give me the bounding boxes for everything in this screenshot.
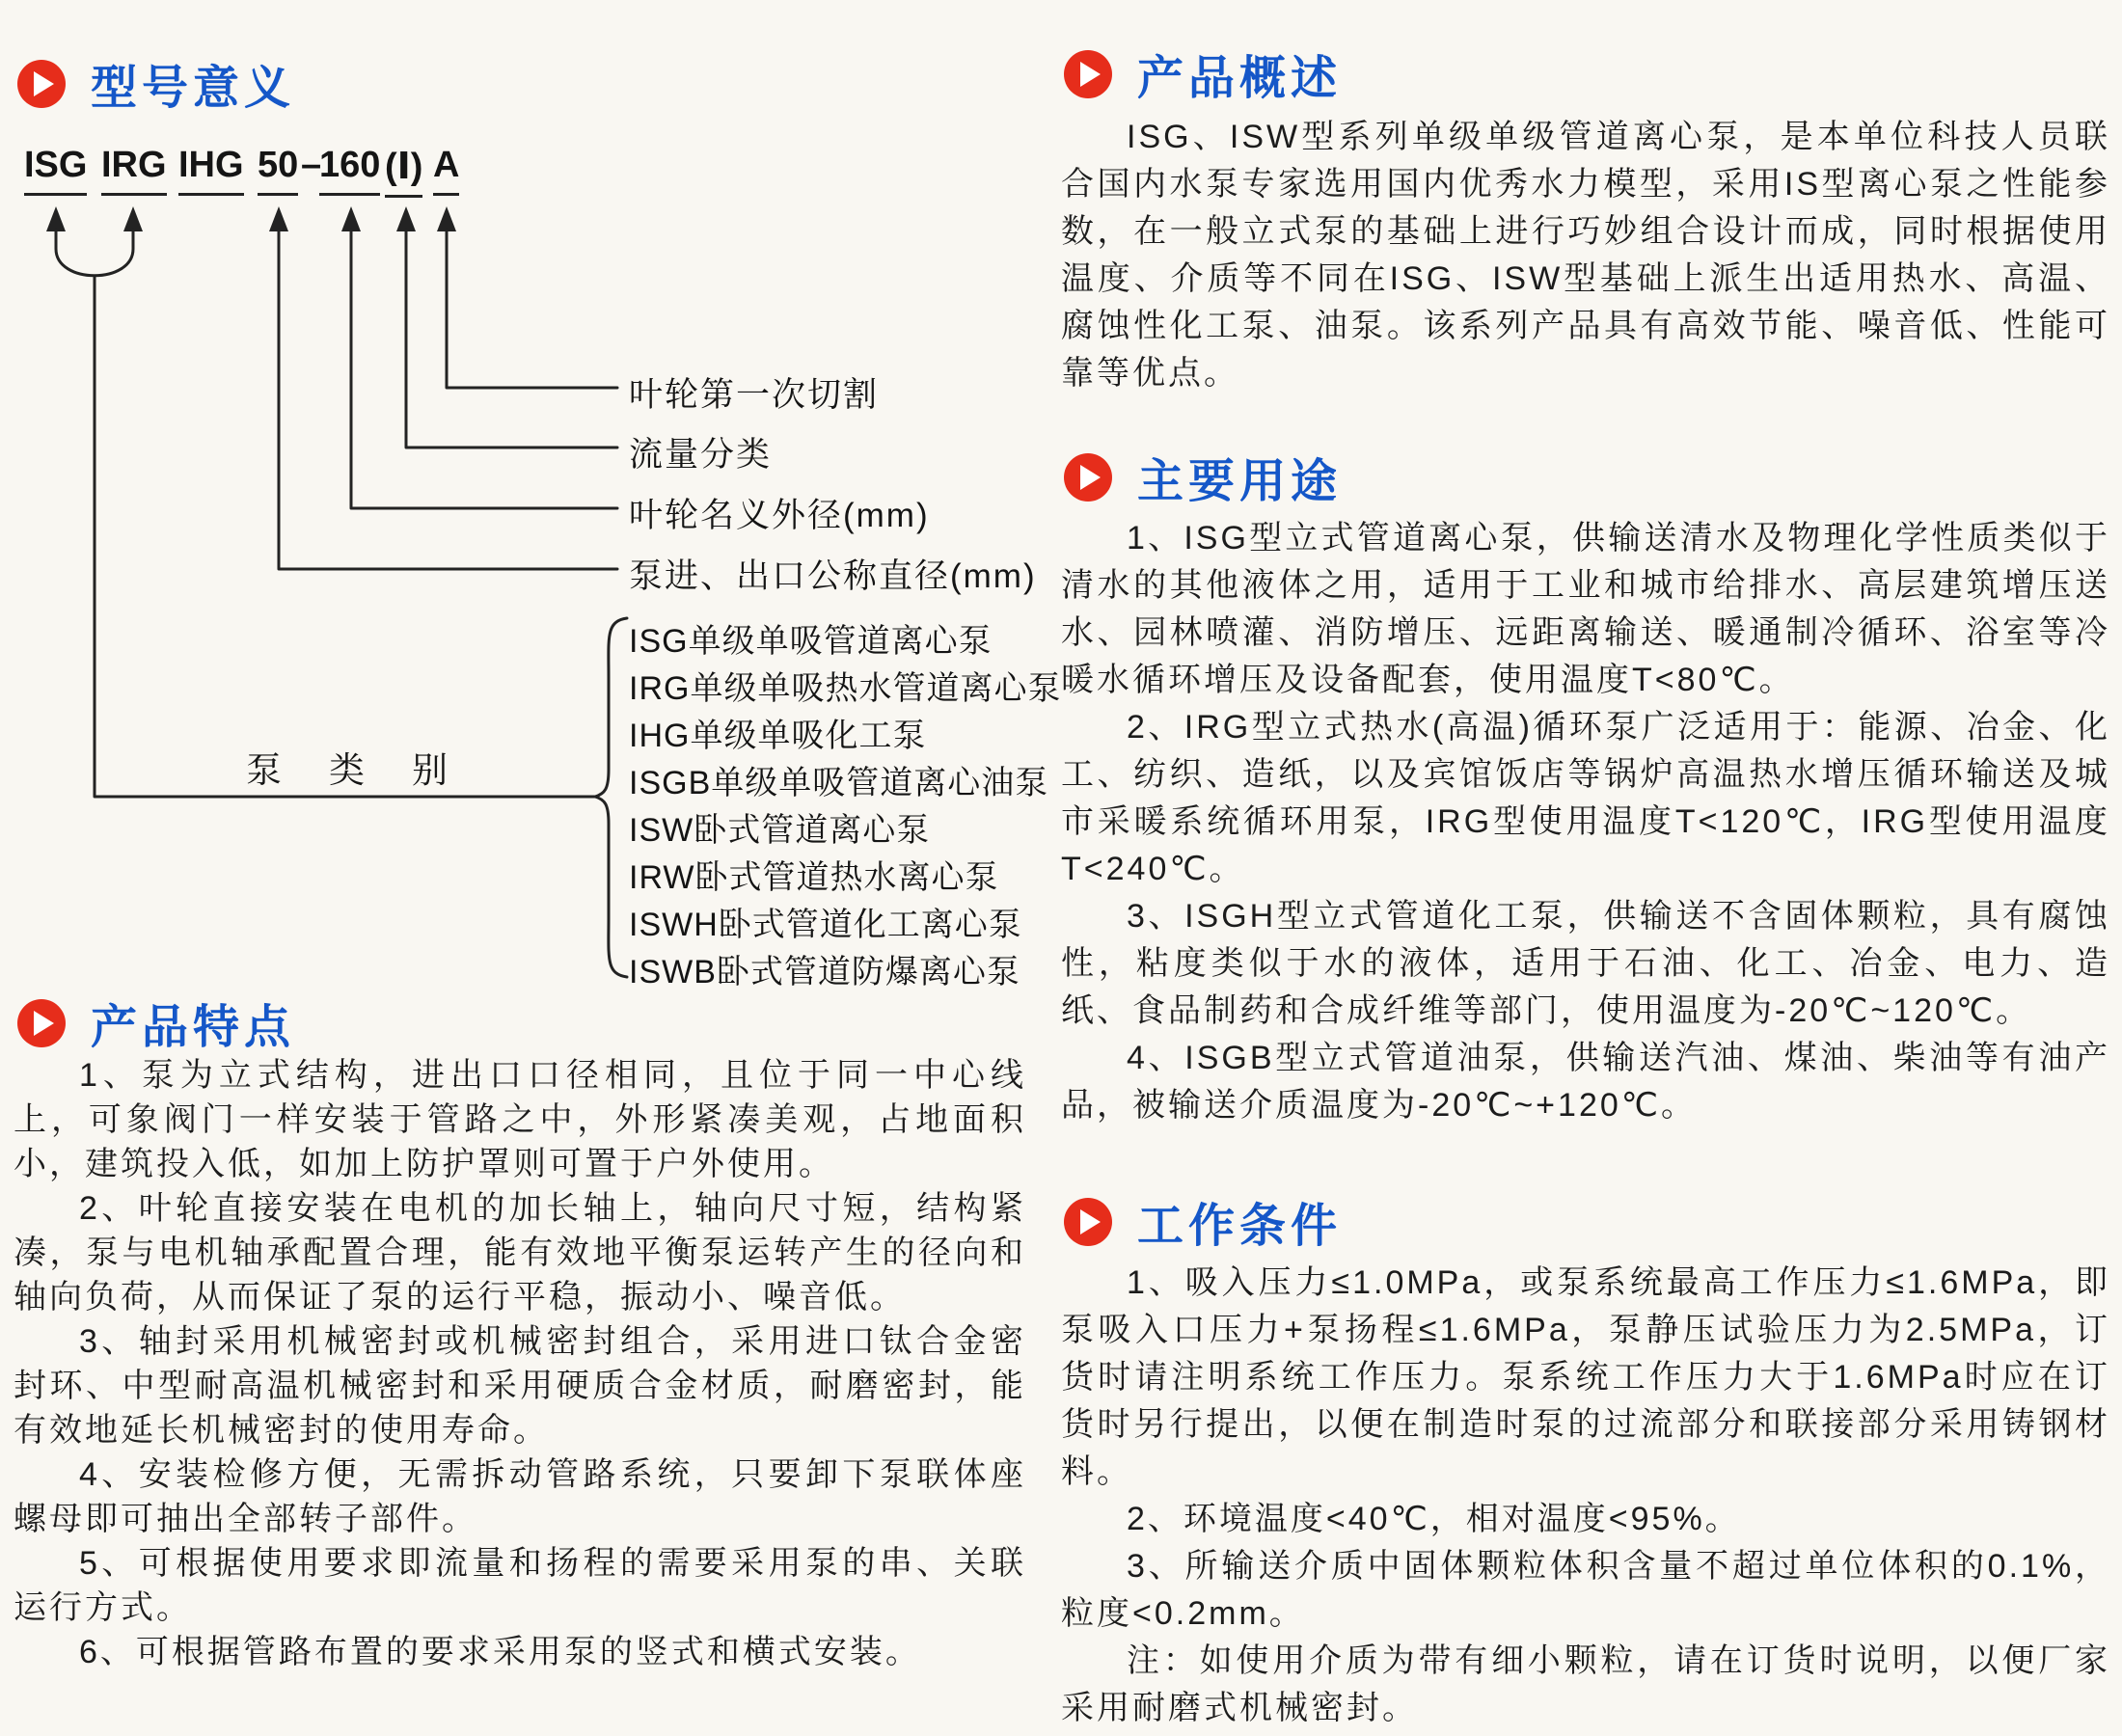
pump-type-item: IRG单级单吸热水管道离心泵 — [629, 670, 1062, 707]
section-heading-conditions — [1064, 1188, 1342, 1255]
section-title: 工作条件 — [1137, 1201, 1343, 1252]
pump-type-item: ISWH卧式管道化工离心泵 — [629, 907, 1022, 943]
paragraph: 2、环境温度<40℃，相对温度<95%。 — [1127, 1501, 1741, 1537]
model-token-a: A — [433, 145, 459, 196]
model-token-ihg: IHG — [178, 145, 244, 196]
model-token-dash: – — [301, 145, 322, 185]
section-heading-features — [17, 990, 295, 1056]
paragraph: 2、叶轮直接安装在电机的加长轴上，轴向尺寸短，结构紧凑，泵与电机轴承配置合理，能有效地平衡泵运转产生的径向和轴向负荷，从而保证了泵的运行平稳，振动小、噪音低。 — [14, 1190, 1026, 1316]
line-pump-category — [95, 277, 596, 797]
paragraph: 3、ISGH型立式管道化工泵，供输送不含固体颗粒，具有腐蚀性，粘度类似于水的液体，适用于石油、化工、冶金、电力、造纸、食品制药和合成纤维等部门，使用温度为-20℃~120℃。 — [1061, 898, 2110, 1029]
section-title: 型号意义 — [91, 63, 296, 114]
paragraph: 2、IRG型立式热水(高温)循环泵广泛适用于：能源、冶金、化工、纺织、造纸，以及宾馆饭店等锅炉高温热水增压循环输送及城市采暖系统循环用泵，IRG型使用温度T<120℃，IRG型使用温度T<240℃。 — [1061, 709, 2110, 887]
callout-label-first-cut: 叶轮第一次切割 — [629, 376, 880, 414]
paragraph: ISG、ISW型系列单级单级管道离心泵，是本单位科技人员联合国内水泵专家选用国内优秀水力模型，采用IS型离心泵之性能参数，在一般立式泵的基础上进行巧妙组合设计而成，同时根据使用温度、介质等不同在ISG、ISW型基础上派生出适用热水、高温、腐蚀性化工泵、油泵。该系列产品具有高效节能、噪音低、性能可靠等优点。 — [1061, 119, 2110, 392]
model-token-irg: IRG — [101, 145, 167, 196]
section-title: 产品特点 — [91, 1002, 296, 1053]
paragraph: 1、泵为立式结构，进出口口径相同，且位于同一中心线上，可象阀门一样安装于管路之中，外形紧凑美观，占地面积小，建筑投入低，如加上防护罩则可置于户外使用。 — [14, 1057, 1026, 1182]
section-bullet-icon — [1064, 453, 1112, 502]
paragraph: 1、ISG型立式管道离心泵，供输送清水及物理化学性质类似于清水的其他液体之用，适用于工业和城市给排水、高层建筑增压送水、园林喷灌、消防增压、远距离输送、暖通制冷循环、浴室等冷暖水循环增压及设备配套，使用温度T<80℃。 — [1061, 520, 2110, 698]
diagram-connectors — [56, 230, 627, 977]
model-token-isg: ISG — [24, 145, 87, 196]
paragraph: 4、安装检修方便，无需拆动管路系统，只要卸下泵联体座螺母即可抽出全部转子部件。 — [14, 1456, 1026, 1537]
arrow-isg — [46, 206, 66, 231]
section-bullet-icon — [17, 60, 66, 108]
arrow-50 — [269, 206, 288, 231]
pump-type-item: IRW卧式管道热水离心泵 — [629, 859, 999, 896]
section-title: 主要用途 — [1137, 456, 1343, 507]
callout-label-impeller-diam: 叶轮名义外径(mm) — [629, 497, 930, 534]
callout-label-flow-class: 流量分类 — [629, 436, 773, 474]
conditions-body — [1061, 1260, 2110, 1732]
pump-category-label: 泵 类 别 — [246, 750, 453, 790]
overview-body — [1061, 114, 2110, 397]
pump-list-brace — [595, 618, 627, 977]
diagram-arrowheads — [46, 206, 456, 231]
arrow-roman1 — [396, 206, 416, 231]
line-impeller-diameter — [351, 230, 617, 508]
section-bullet-icon — [1064, 50, 1112, 98]
section-heading-usage — [1064, 444, 1342, 510]
model-token-50: 50 — [258, 145, 298, 196]
pump-type-item: ISW卧式管道离心泵 — [629, 812, 931, 849]
arrow-irg — [123, 206, 143, 231]
section-heading-model-meaning — [17, 50, 295, 117]
section-heading-overview — [1064, 41, 1342, 107]
line-isg-irg-union — [56, 230, 133, 276]
pump-type-item: ISG单级单吸管道离心泵 — [629, 623, 993, 660]
model-token-roman1: (Ⅰ) — [385, 145, 422, 198]
features-body — [14, 1053, 1026, 1674]
paragraph: 1、吸入压力≤1.0MPa，或泵系统最高工作压力≤1.6MPa，即泵吸入口压力+泵扬程≤1.6MPa，泵静压试验压力为2.5MPa，订货时请注明系统工作压力。泵系统工作压力大于1.6MPa时应在订货时另行提出，以便在制造时泵的过流部分和联接部分采用铸钢材料。 — [1061, 1264, 2110, 1490]
arrow-a — [437, 206, 456, 231]
paragraph: 6、可根据管路布置的要求采用泵的竖式和横式安装。 — [79, 1634, 921, 1670]
paragraph: 3、所输送介质中固体颗粒体积含量不超过单位体积的0.1%，粒度<0.2mm。 — [1061, 1548, 2110, 1632]
paragraph: 4、ISGB型立式管道油泵，供输送汽油、煤油、柴油等有油产品，被输送介质温度为-20℃~+120℃。 — [1061, 1040, 2110, 1124]
pump-type-item: IHG单级单吸化工泵 — [629, 718, 927, 754]
paragraph: 3、轴封采用机械密封或机械密封组合，采用进口钛合金密封环、中型耐高温机械密封和采用硬质合金材质，耐磨密封，能有效地延长机械密封的使用寿命。 — [14, 1323, 1026, 1449]
section-bullet-icon — [17, 999, 66, 1047]
callout-label-inlet-outlet-diam: 泵进、出口公称直径(mm) — [629, 557, 1037, 595]
arrow-160 — [341, 206, 361, 231]
usage-body — [1061, 515, 2110, 1129]
paragraph: 注：如使用介质为带有细小颗粒，请在订货时说明，以便厂家采用耐磨式机械密封。 — [1061, 1642, 2110, 1726]
pump-type-item: ISWB卧式管道防爆离心泵 — [629, 954, 1020, 990]
model-token-160: 160 — [319, 145, 380, 196]
line-first-cut — [447, 230, 617, 388]
section-title: 产品概述 — [1137, 53, 1343, 104]
pump-type-item: ISGB单级单吸管道离心油泵 — [629, 765, 1049, 801]
line-flow-class — [406, 230, 617, 448]
paragraph: 5、可根据使用要求即流量和扬程的需要采用泵的串、关联运行方式。 — [14, 1545, 1026, 1626]
line-inlet-diameter — [279, 230, 617, 569]
section-bullet-icon — [1064, 1198, 1112, 1246]
